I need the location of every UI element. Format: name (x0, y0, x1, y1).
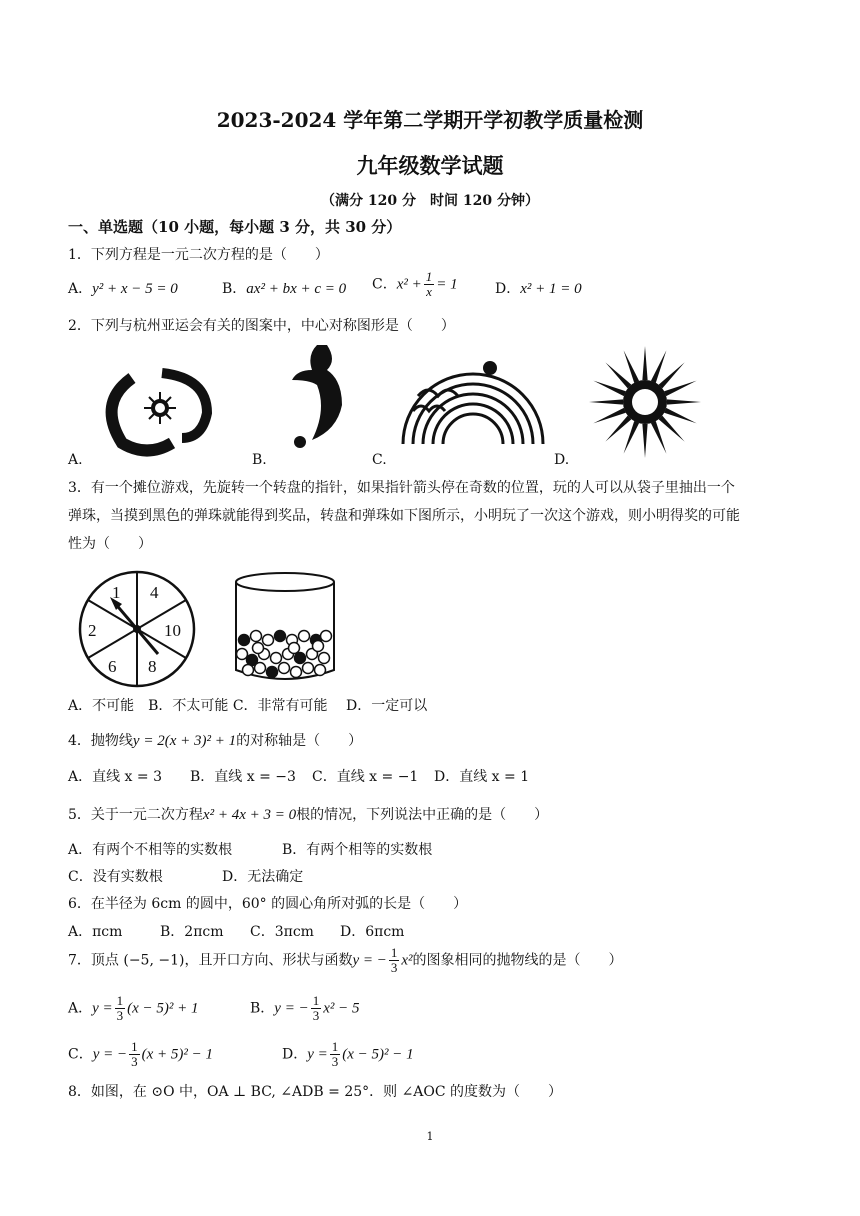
question-1-option-a: A．y² + x − 5 = 0 (68, 281, 178, 297)
question-6-option-d: D．6πcm (340, 924, 405, 940)
question-6-option-b: B．2πcm (160, 924, 224, 940)
sun-ray (664, 381, 697, 397)
section-heading: 一、单选题（10 小题，每小题 3 分，共 30 分） (68, 218, 402, 236)
exam-subtitle: 九年级数学试题 (356, 153, 504, 178)
white-marble (319, 653, 330, 664)
figure-2a-dragon (92, 358, 222, 458)
sun-ray (667, 399, 701, 404)
question-2-label-a: A. (68, 452, 83, 468)
question-4-stem: 4．抛物线y = 2(x + 3)² + 1的对称轴是（ ） (68, 733, 363, 749)
spinner-number: 1 (112, 583, 121, 602)
question-7-option-a: A．y = $\frac{1}{3}$ (x − 5)² + 1 (68, 993, 199, 1023)
question-5-option-d: D．无法确定 (222, 869, 304, 885)
spinner-number: 10 (164, 621, 181, 640)
white-marble (237, 649, 248, 660)
question-3-line2: 弹珠，当摸到黑色的弹珠就能得到奖品，转盘和弹珠如下图所示，小明玩了一次这个游戏，则小明得奖的可能 (68, 508, 740, 524)
question-3-options: A．不可能 B．不太可能 C．非常有可能 D．一定可以 (68, 698, 428, 714)
question-2-label-c: C. (372, 452, 387, 468)
question-7-option-b: B．y = − $\frac{1}{3}$ x² − 5 (250, 993, 360, 1023)
white-marble (251, 631, 262, 642)
page-number: 1 (426, 1130, 434, 1143)
sun-ray (651, 421, 667, 454)
white-marble (243, 665, 254, 676)
white-marble (263, 635, 274, 646)
figure-2c-waves (398, 356, 548, 446)
question-1-option-d: D．x² + 1 = 0 (495, 281, 582, 297)
question-5-option-b: B．有两个相等的实数根 (282, 842, 433, 858)
sun-ray (642, 346, 647, 380)
question-2-label-d: D. (554, 452, 570, 468)
question-5-stem: 5．关于一元二次方程x² + 4x + 3 = 0根的情况，下列说法中正确的是（ ） (68, 807, 549, 823)
question-4-option-b: B．直线 x = −3 (190, 769, 296, 785)
spinner-number: 6 (108, 657, 117, 676)
question-6-option-c: C．3πcm (250, 924, 314, 940)
question-8-stem: 8．如图，在 ⊙O 中，OA ⊥ BC, ∠ADB = 25°．则 ∠AOC 的度数为（ ） (68, 1084, 563, 1100)
spinner-number: 4 (150, 583, 159, 602)
question-5-option-c: C．没有实数根 (68, 869, 163, 885)
black-marble (295, 653, 306, 664)
sun-ray (605, 362, 631, 388)
question-6-option-a: A．πcm (68, 924, 123, 940)
question-1-stem: 1．下列方程是一元二次方程的是（ ） (68, 247, 329, 263)
question-1-option-c: C．x² + $\frac{1}{x}$ = 1 (372, 269, 458, 299)
sun-ray (593, 408, 626, 424)
figure-3-marble-jar (230, 570, 340, 686)
figure-2b-fish (282, 340, 362, 450)
question-7-option-d: D．y = $\frac{1}{3}$ (x − 5)² − 1 (282, 1039, 414, 1069)
white-marble (291, 667, 302, 678)
white-marble (289, 643, 300, 654)
sun-ray (664, 408, 697, 424)
question-7-option-c: C．y = − $\frac{1}{3}$ (x + 5)² − 1 (68, 1039, 214, 1069)
white-marble (303, 663, 314, 674)
white-marble (321, 631, 332, 642)
question-4-option-c: C．直线 x = −1 (312, 769, 419, 785)
sun-ray (651, 350, 667, 383)
white-marble (253, 643, 264, 654)
black-marble (275, 631, 286, 642)
question-4-option-d: D．直线 x = 1 (434, 769, 530, 785)
figure-3-spinner (76, 568, 198, 690)
sun-ray (605, 416, 631, 442)
sun-ray (593, 381, 626, 397)
sun-ray (624, 350, 640, 383)
sun-ray (659, 416, 685, 442)
white-marble (279, 663, 290, 674)
black-marble (267, 667, 278, 678)
question-2-label-b: B. (252, 452, 267, 468)
white-marble (255, 663, 266, 674)
question-4-option-a: A．直线 x = 3 (68, 769, 162, 785)
question-3-line3: 性为（ ） (68, 536, 152, 552)
spinner-number: 2 (88, 621, 97, 640)
sun-ray (589, 399, 623, 404)
question-6-stem: 6．在半径为 6cm 的圆中，60° 的圆心角所对弧的长是（ ） (68, 896, 468, 912)
white-marble (313, 641, 324, 652)
sun-ray (642, 424, 647, 458)
question-1-option-b: B．ax² + bx + c = 0 (222, 281, 347, 297)
sun-ray (659, 362, 685, 388)
white-marble (299, 631, 310, 642)
black-marble (239, 635, 250, 646)
question-2-stem: 2．下列与杭州亚运会有关的图案中，中心对称图形是（ ） (68, 318, 455, 334)
spinner-number: 8 (148, 657, 157, 676)
sun-ray (624, 421, 640, 454)
question-5-option-a: A．有两个不相等的实数根 (68, 842, 233, 858)
white-marble (315, 665, 326, 676)
exam-title: 2023-2024 学年第二学期开学初教学质量检测 (216, 108, 644, 132)
exam-info: （满分 120 分 时间 120 分钟） (321, 193, 539, 209)
question-3-line1: 3．有一个摊位游戏，先旋转一个转盘的指针，如果指针箭头停在奇数的位置，玩的人可以从袋子里抽出一个 (68, 480, 735, 496)
figure-2d-sun (585, 342, 705, 462)
white-marble (271, 653, 282, 664)
question-7-stem: 7．顶点 (−5, −1)，且开口方向、形状与函数y = − $\frac{1}{3}$ x²的图象相同的抛物线的是（ ） (68, 945, 623, 975)
